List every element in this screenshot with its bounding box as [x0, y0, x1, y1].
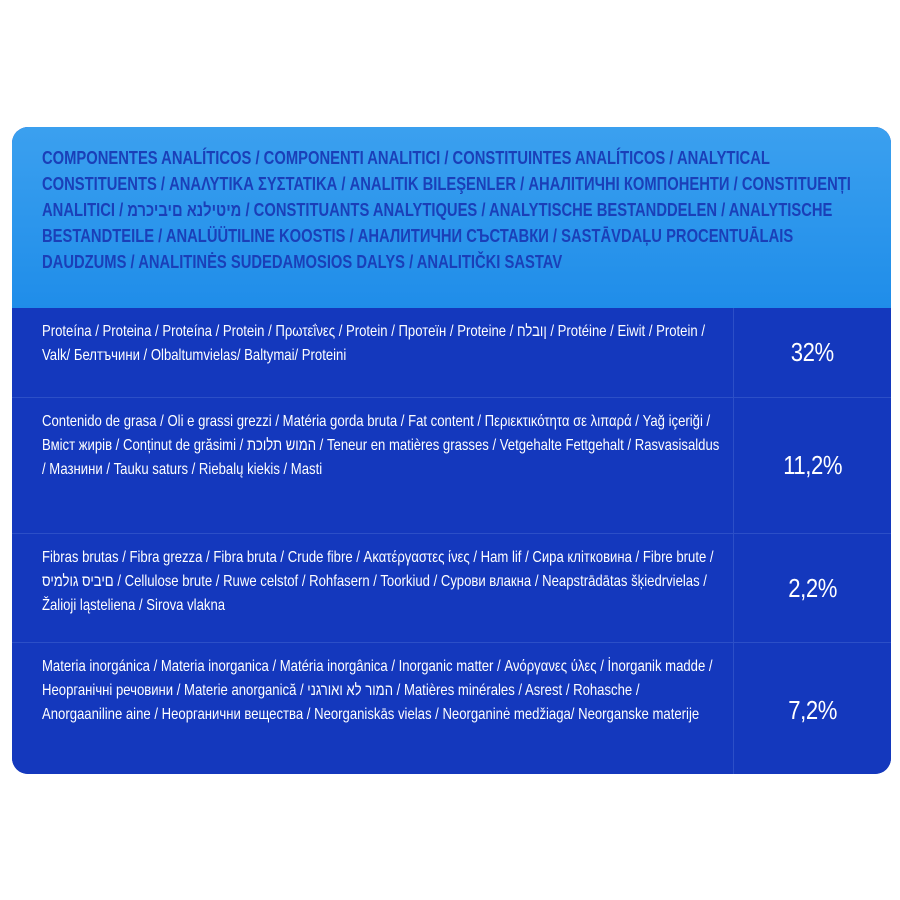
row-value-cell: [734, 643, 891, 774]
table-row-inorganic: [12, 642, 891, 774]
row-value: 32%: [791, 337, 834, 367]
table-header: [12, 127, 891, 308]
row-value-cell: [734, 308, 891, 397]
row-description: Fibras brutas / Fibra grezza / Fibra bruta / Crude fibre / Ακατέργαστες ίνες / Ham lif / Сира клітковина / Fibre brute / םיביס גולמיס / Cellulose brute / Ruwe celstof / Rohfasern / Toorkiud / Сурови влакна / Neapstrādātas šķiedrvielas / Žalioji ląsteliena / Sirova vlakna: [42, 549, 714, 614]
analytical-constituents-table: [12, 127, 891, 774]
row-value: 2,2%: [788, 572, 837, 603]
row-value: 11,2%: [783, 450, 842, 480]
table-row-fibre: [12, 533, 891, 642]
header-title: COMPONENTES ANALÍTICOS / COMPONENTI ANALITICI / CONSTITUINTES ANALÍTICOS / ANALYTICAL CONSTITUENTS / ΑΝΑΛΥΤΙΚΑ ΣΥΣΤΑΤΙΚΑ / ANALITIK BILEŞENLER / АНАЛІТИЧНІ КОМПОНЕНТИ / CONSTITUENȚI ANALITICI / מיטילנא םיביכרמ / CONSTITUANTS ANALYTIQUES / ANALYTISCHE BESTANDDELEN / ANALYTISCHE BESTANDTEILE / ANALÜÜTILINE KOOSTIS / АНАЛИТИЧНИ СЪСТАВКИ / SASTĀVDAĻU PROCENTUĀLAIS DAUDZUMS / ANALITINĖS SUDEDAMOSIOS DALYS / ANALITIČKI SASTAV: [42, 148, 851, 272]
row-description: Materia inorgánica / Materia inorganica / Matéria inorgânica / Inorganic matter / Ανόργανες ύλες / İnorganik madde / Неорганічні речовини / Materie anorganică / המור לא ואורגני / Matières minérales / Asrest / Rohasche / Anorgaaniline aine / Неорганични вещества / Neorganiskās vielas / Neorganinė medžiaga/ Neorganske materije: [42, 658, 713, 723]
row-description-cell: [12, 643, 734, 774]
row-value-cell: [734, 534, 891, 642]
row-value-cell: [734, 398, 891, 533]
row-description: Proteína / Proteina / Proteína / Protein / Πρωτεΐνες / Protein / Протеїн / Proteine / ןובלח / Protéine / Eiwit / Protein / Valk/ Белтъчини / Olbaltumvielas/ Baltymai/ Proteini: [42, 323, 705, 364]
row-value: 7,2%: [788, 694, 837, 725]
row-description-cell: [12, 308, 734, 397]
table-row-protein: [12, 308, 891, 397]
row-description: Contenido de grasa / Oli e grassi grezzi / Matéria gorda bruta / Fat content / Περιεκτικότητα σε λιπαρά / Yağ içeriği / Вміст жирів / Conținut de grăsimi / המוש תלוכת / Teneur en matières grasses / Vetgehalte Fettgehalt / Rasvasisaldus / Мазнини / Tauku saturs / Riebalų kiekis / Masti: [42, 413, 720, 478]
row-description-cell: [12, 534, 734, 642]
table-body: [12, 308, 891, 774]
row-description-cell: [12, 398, 734, 533]
table-row-fat: [12, 397, 891, 533]
